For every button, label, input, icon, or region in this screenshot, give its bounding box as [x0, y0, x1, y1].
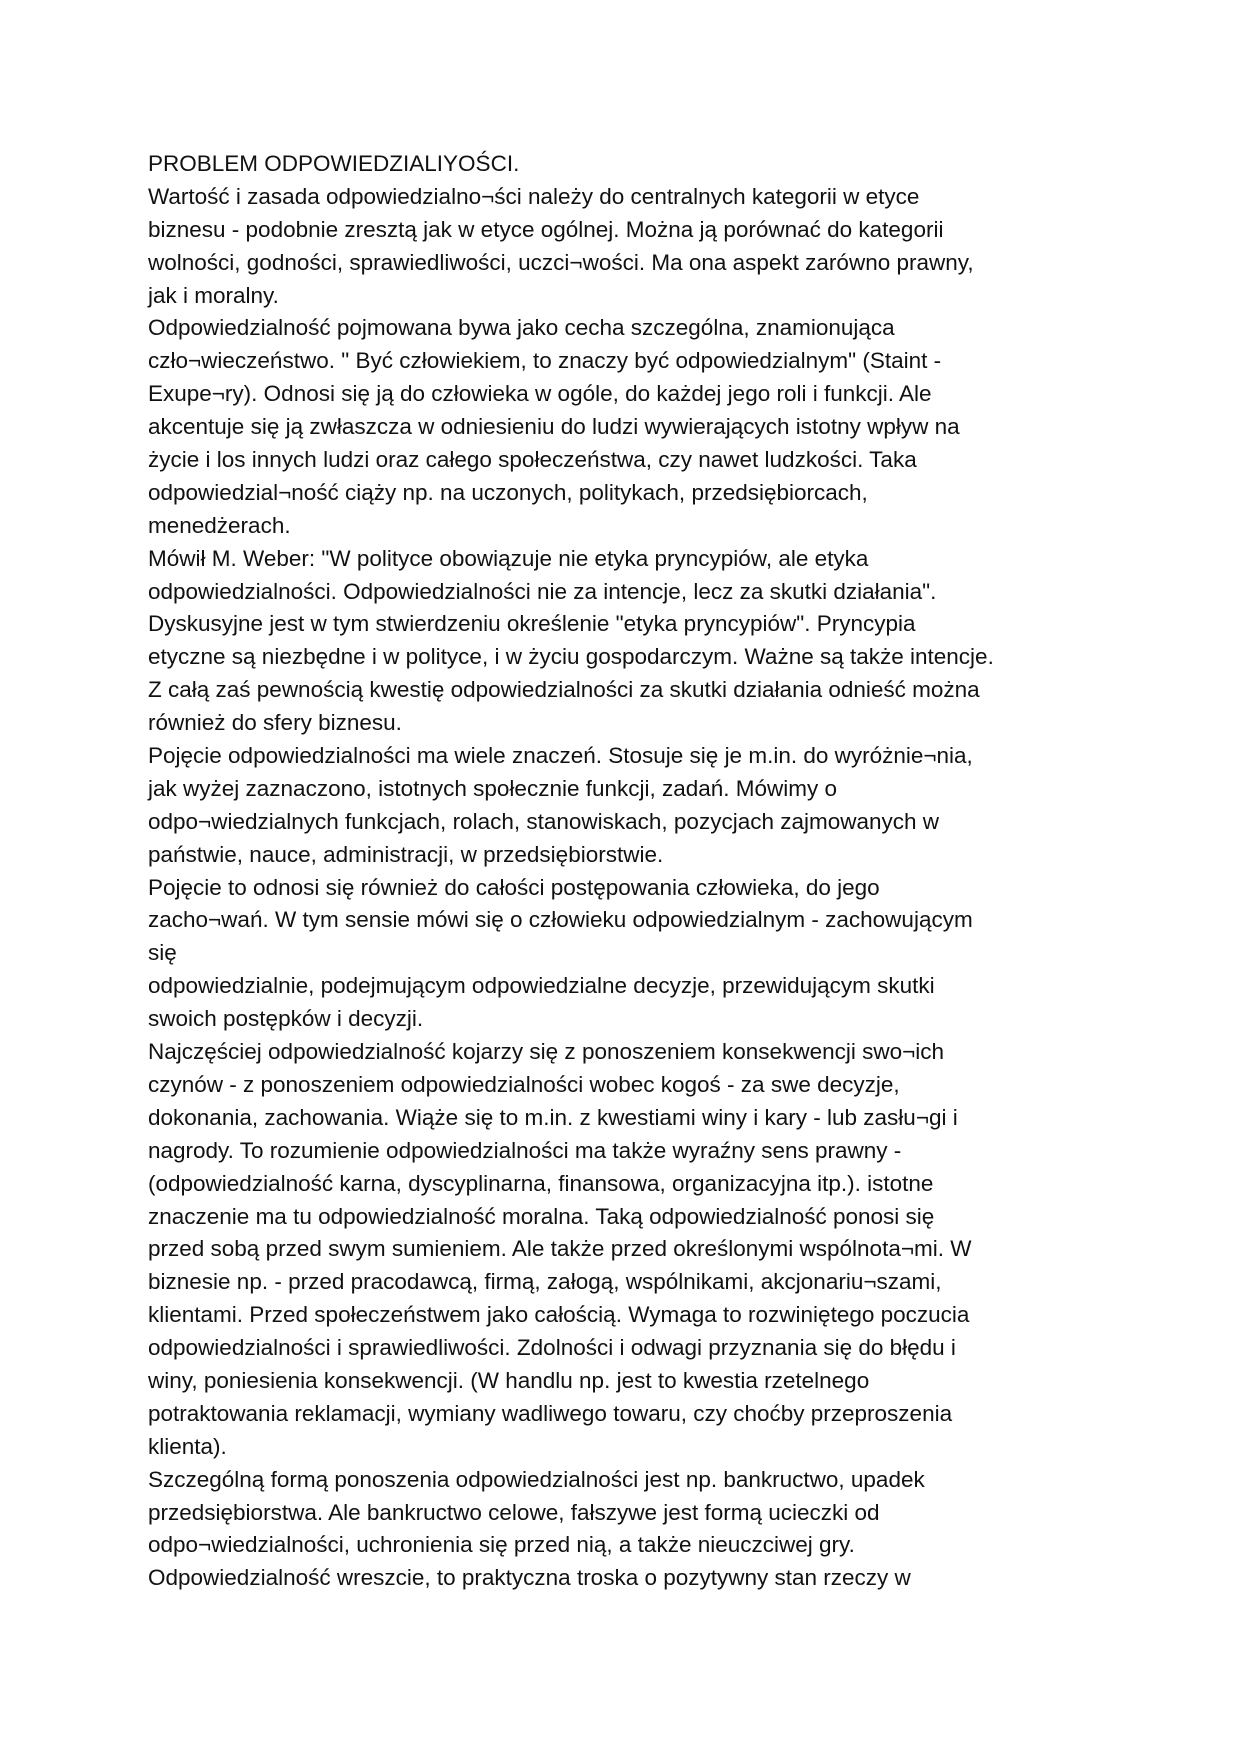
body-text-line: państwie, nauce, administracji, w przedsiębiorstwie.: [148, 841, 664, 867]
body-text-line: znaczenie ma tu odpowiedzialność moralna. Taką odpowiedzialność ponosi się: [148, 1203, 935, 1229]
body-text-line: odpowiedzial¬ność ciąży np. na uczonych, politykach, przedsiębiorcach,: [148, 479, 868, 505]
body-text-line: Odpowiedzialność pojmowana bywa jako cecha szczególna, znamionująca: [148, 315, 895, 341]
body-text-line: swoich postępków i decyzji.: [148, 1006, 424, 1032]
body-text-line: biznesie np. - przed pracodawcą, firmą, załogą, wspólnikami, akcjonariu¬szami,: [148, 1269, 942, 1295]
body-text-line: życie i los innych ludzi oraz całego społeczeństwa, czy nawet ludzkości. Taka: [148, 447, 917, 473]
body-text-line: wolności, godności, sprawiedliwości, uczci¬wości. Ma ona aspekt zarówno prawny,: [148, 249, 974, 275]
body-text-line: Wartość i zasada odpowiedzialno¬ści należy do centralnych kategorii w etyce: [148, 183, 920, 209]
body-text-line: etyczne są niezbędne i w polityce, i w życiu gospodarczym. Ważne są także intencje.: [148, 644, 994, 670]
body-text-line: Szczególną formą ponoszenia odpowiedzialności jest np. bankructwo, upadek: [148, 1466, 925, 1492]
body-text-line: klientami. Przed społeczeństwem jako całością. Wymaga to rozwiniętego poczucia: [148, 1302, 970, 1328]
body-text-line: odpowiedzialnie, podejmującym odpowiedzialne decyzje, przewidującym skutki: [148, 973, 935, 999]
body-text-line: odpowiedzialności. Odpowiedzialności nie za intencje, lecz za skutki działania".: [148, 578, 937, 604]
body-text-line: menedżerach.: [148, 512, 291, 538]
body-text-line: potraktowania reklamacji, wymiany wadliwego towaru, czy choćby przeproszenia: [148, 1400, 953, 1426]
document-title: PROBLEM ODPOWIEDZIALIYOŚCI.: [148, 151, 520, 176]
body-text-line: przedsiębiorstwa. Ale bankructwo celowe, fałszywe jest formą ucieczki od: [148, 1499, 880, 1525]
body-text-line: czło¬wieczeństwo. " Być człowiekiem, to znaczy być odpowiedzialnym" (Staint -: [148, 348, 942, 374]
body-text-line: jak i moralny.: [148, 282, 279, 308]
body-text-line: się: [148, 940, 177, 966]
body-text-line: akcentuje się ją zwłaszcza w odniesieniu do ludzi wywierających istotny wpływ na: [148, 414, 960, 440]
body-text-line: dokonania, zachowania. Wiąże się to m.in. z kwestiami winy i kary - lub zasłu¬gi i: [148, 1104, 958, 1130]
body-text-line: odpowiedzialności i sprawiedliwości. Zdolności i odwagi przyznania się do błędu i: [148, 1335, 956, 1361]
body-text-line: odpo¬wiedzialnych funkcjach, rolach, stanowiskach, pozycjach zajmowanych w: [148, 808, 940, 834]
body-text-line: Najczęściej odpowiedzialność kojarzy się z ponoszeniem konsekwencji swo¬ich: [148, 1039, 945, 1065]
body-text-line: zacho¬wań. W tym sensie mówi się o człowieku odpowiedzialnym - zachowującym: [148, 907, 973, 933]
body-text-line: przed sobą przed swym sumieniem. Ale także przed określonymi wspólnota¬mi. W: [148, 1236, 972, 1262]
document-body: [148, 148, 1108, 1595]
body-text-line: odpo¬wiedzialności, uchronienia się przed nią, a także nieuczciwej gry.: [148, 1532, 855, 1558]
body-text-line: klienta).: [148, 1433, 227, 1459]
body-text-line: Z całą zaś pewnością kwestię odpowiedzialności za skutki działania odnieść można: [148, 677, 980, 703]
body-text-line: jak wyżej zaznaczono, istotnych społecznie funkcji, zadań. Mówimy o: [148, 775, 838, 801]
body-text-line: Dyskusyjne jest w tym stwierdzeniu określenie "etyka pryncypiów". Pryncypia: [148, 611, 916, 637]
body-text-line: (odpowiedzialność karna, dyscyplinarna, finansowa, organizacyjna itp.). istotne: [148, 1170, 934, 1196]
body-text-line: Pojęcie to odnosi się również do całości postępowania człowieka, do jego: [148, 874, 880, 900]
body-text-line: Odpowiedzialność wreszcie, to praktyczna troska o pozytywny stan rzeczy w: [148, 1565, 911, 1591]
body-text-line: Mówił M. Weber: "W polityce obowiązuje nie etyka pryncypiów, ale etyka: [148, 545, 869, 571]
body-text-line: Pojęcie odpowiedzialności ma wiele znaczeń. Stosuje się je m.in. do wyróżnie¬nia,: [148, 743, 973, 769]
body-text-line: nagrody. To rozumienie odpowiedzialności ma także wyraźny sens prawny -: [148, 1137, 902, 1163]
body-text-line: winy, poniesienia konsekwencji. (W handlu np. jest to kwestia rzetelnego: [148, 1367, 870, 1393]
body-text-line: Exupe¬ry). Odnosi się ją do człowieka w ogóle, do każdej jego roli i funkcji. Ale: [148, 381, 932, 407]
body-text-line: również do sfery biznesu.: [148, 710, 402, 736]
body-text-line: czynów - z ponoszeniem odpowiedzialności wobec kogoś - za swe decyzje,: [148, 1071, 900, 1097]
body-text-line: biznesu - podobnie zresztą jak w etyce ogólnej. Można ją porównać do kategorii: [148, 216, 944, 242]
